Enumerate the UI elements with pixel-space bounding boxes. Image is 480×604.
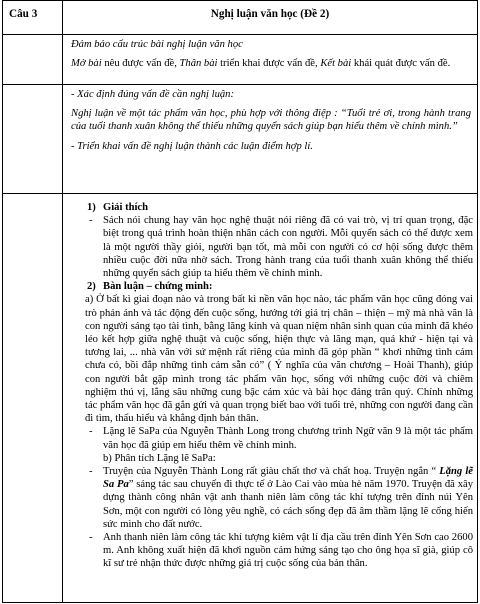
section-2b-paragraph-2: - Anh thanh niên làm công tác khí tượng kiêm vật lí địa cầu trên đỉnh Yên Sơn cao 2600 m. Anh không xuất hiện đã khơi nguồn cảm hứng sáng tạo cho ông họa sĩ già, giúp cô kĩ sư trẻ nhận thức được những giá trị cuộc sống của bản thân. (85, 531, 473, 571)
issue-line-1: - Xác định đúng vấn đề cần nghị luận: (71, 89, 234, 100)
section-1-paragraph: - Sách nói chung hay văn học nghệ thuật nói riêng đã có vai trò, vị trí quan trọng, đặc biệt trong quá trình hoàn thiện nhân cách con người. Mỗi quyển sách có thể được xem là một người thầy giỏi, người bạn tốt, mà mỗi con người có cơ hội sống được thêm nhiều cuộc đời nữa nhờ sách. Trong hành trang của tuổi thanh xuân không thể thiếu những quyển sách giúp ta hiểu thêm về chính mình. (85, 214, 473, 280)
section-2-heading: 2) Bàn luận – chứng minh: (87, 281, 213, 293)
body-row (3, 194, 478, 603)
issue-row (3, 85, 478, 194)
answer-table (2, 0, 478, 603)
section-2b-label: b) Phân tích Lặng lẽ SaPa: (103, 452, 216, 464)
structure-row (3, 35, 478, 85)
empty-cell (3, 35, 63, 85)
body-cell (63, 194, 478, 603)
empty-cell (3, 85, 63, 194)
issue-cell (63, 85, 478, 194)
section-2b-paragraph-1: - Truyện của Nguyễn Thành Long rất giàu chất thơ và chất hoạ. Truyện ngắn “ Lặng lẽ Sa Pa” sáng tác sau chuyến đi thực tế ở Lào Cai vào mùa hè năm 1970. Truyện đã xây dựng thành công nhân vật anh thanh niên làm công tác khí tượng trên đỉnh núi Yên Sơn, một con người có lòng yêu nghề, có cách sống đẹp đã âm thầm lặng lẽ cống hiến sức mình cho đất nước. (85, 465, 473, 531)
structure-line-2: Mở bài nêu được vấn đề, Thân bài triển khai được vấn đề, Kết bài khái quát được vấn đề. (71, 58, 451, 70)
document-page (2, 0, 478, 604)
section-2b-intro: - Lặng lẽ SaPa của Nguyễn Thành Long trong chương trình Ngữ văn 9 là một tác phẩm văn học đã giúp em hiểu thêm về chính mình. (85, 425, 473, 451)
issue-line-3: - Triển khai vấn đề nghị luận thành các luận điểm hợp lí. (71, 140, 313, 152)
section-2a-paragraph: a) Ở bất kì giai đoạn nào và trong bất kì nền văn học nào, tác phẩm văn học cũng đóng vai trò phản ánh và tác động đến cuộc sống, hướng tới giá trị chân – thiện – mỹ mà nhà văn là con người sáng tạo tài tình, bằng lăng kính và quan niệm nhân sinh quan của mình đã khéo léo kết hợp giữa nghệ thuật và cuộc sống, hiện thực và lãng mạn, quá khứ - hiện tại và tương lai, ... nhà văn với sứ mệnh rất riêng của mình đã góp phần “ khơi những tình cảm chưa có, bồi đắp những tình cảm sẵn có” ( Ý nghĩa của văn chương – Hoài Thanh), giúp con người bắt gặp mình trong tác phẩm văn học, sống với những cuộc đời và chiêm nghiệm thú vị, lắng sâu những cung bậc cảm xúc và bài học đáng trân quý. Chính những tác phẩm văn học đã gắn gửi và quan trọng biết bao với tuổi trẻ, những con người đang cần đi tìm, thấu hiểu và khẳng định bản thân. (85, 294, 473, 425)
structure-cell (63, 35, 478, 85)
empty-cell (3, 194, 63, 603)
section-title: Nghị luận văn học (Đề 2) (63, 1, 478, 35)
structure-line-1: Đảm bảo cấu trúc bài nghị luận văn học (71, 39, 243, 50)
section-1-heading: 1) Giải thích (87, 202, 149, 213)
question-label: Câu 3 (3, 1, 63, 35)
header-row (3, 1, 478, 35)
issue-line-2: Nghị luận về một tác phẩm văn học, phù hợp với thông điệp : “Tuổi trẻ ơi, trong hành trang của tuổi thanh xuân không thể thiếu những quyển sách giúp bạn hiểu thêm về chính mình.” (71, 108, 471, 133)
